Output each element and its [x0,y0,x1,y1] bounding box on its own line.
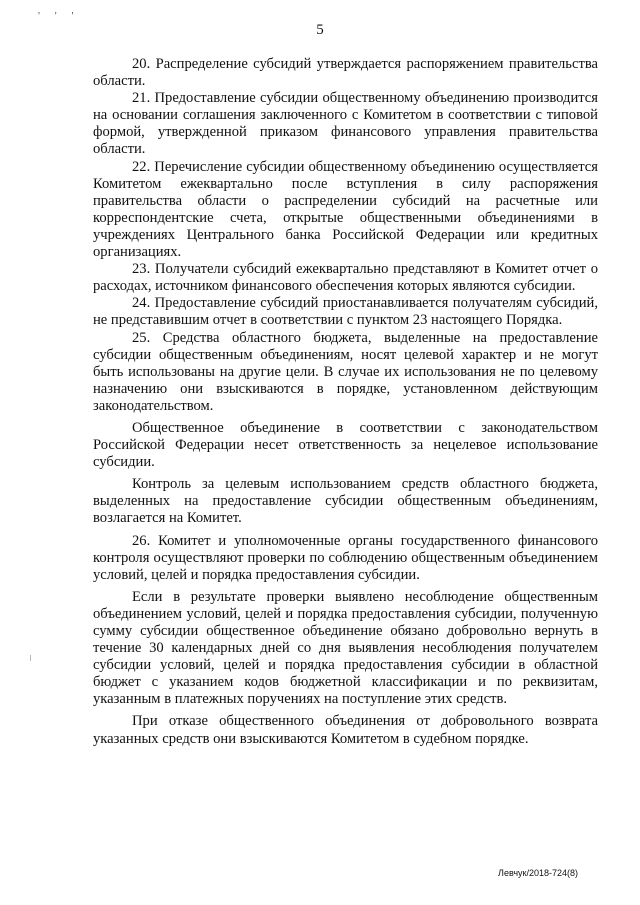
paragraph-23: 23. Получатели субсидий ежеквартально представляют в Комитет отчет о расходах, источником финансового обеспечения которых являются субсидии. [93,261,598,295]
document-body [93,56,598,748]
paragraph-25-responsibility: Общественное объединение в соответствии с законодательством Российской Федерации несет ответственность за нецелевое использование субсидии. [93,419,598,471]
paragraph-26-refusal: При отказе общественного объединения от добровольного возврата указанных средств они взыскиваются Комитетом в судебном порядке. [93,713,598,747]
paragraph-26: 26. Комитет и уполномоченные органы государственного финансового контроля осуществляют проверки по соблюдению общественным объединением условий, целей и порядка предоставления субсидии. [93,532,598,583]
paragraph-21: 21. Предоставление субсидии общественному объединению производится на основании соглашения заключенного с Комитетом в соответствии с типовой формой, утвержденной приказом финансового управления правительства области. [93,90,598,158]
paragraph-24: 24. Предоставление субсидий приостанавливается получателям субсидий, не представившим отчет в соответствии с пунктом 23 настоящего Порядка. [93,295,598,329]
scan-corner-marks: ' ' ' [38,10,80,22]
scan-artifact [30,655,31,661]
paragraph-22: 22. Перечисление субсидии общественному объединению осуществляется Комитетом ежеквартально после вступления в силу распоряжения правительства области о распределении субсидий на расчетные или корреспондентские счета, открытые общественными объединениями в учреждениях Центрального банка Российской Федерации или кредитных организациях. [93,158,598,261]
document-code: Левчук/2018-724(8) [498,868,578,878]
paragraph-26-violation: Если в результате проверки выявлено несоблюдение общественным объединением условий, целей и порядка предоставления субсидии, полученную сумму субсидии общественное объединение обязано добровольно вернуть в течение 30 календарных дней со дня выявления несоблюдения получателем субсидии условий, целей и порядка предоставления субсидии в областной бюджет с указанием кодов бюджетной классификации и по реквизитам, указанным в платежных поручениях на поступление этих средств. [93,588,598,708]
paragraph-25-control: Контроль за целевым использованием средств областного бюджета, выделенных на предоставление субсидии общественным объединениям, возлагается на Комитет. [93,476,598,527]
page-number: 5 [316,22,324,38]
paragraph-20: 20. Распределение субсидий утверждается распоряжением правительства области. [93,56,598,90]
paragraph-25: 25. Средства областного бюджета, выделенные на предоставление субсидии общественным объединениям, носят целевой характер и не могут быть использованы на другие цели. В случае их использования не по целевому назначению они взыскиваются в порядке, установленном действующим законодательством. [93,329,598,414]
